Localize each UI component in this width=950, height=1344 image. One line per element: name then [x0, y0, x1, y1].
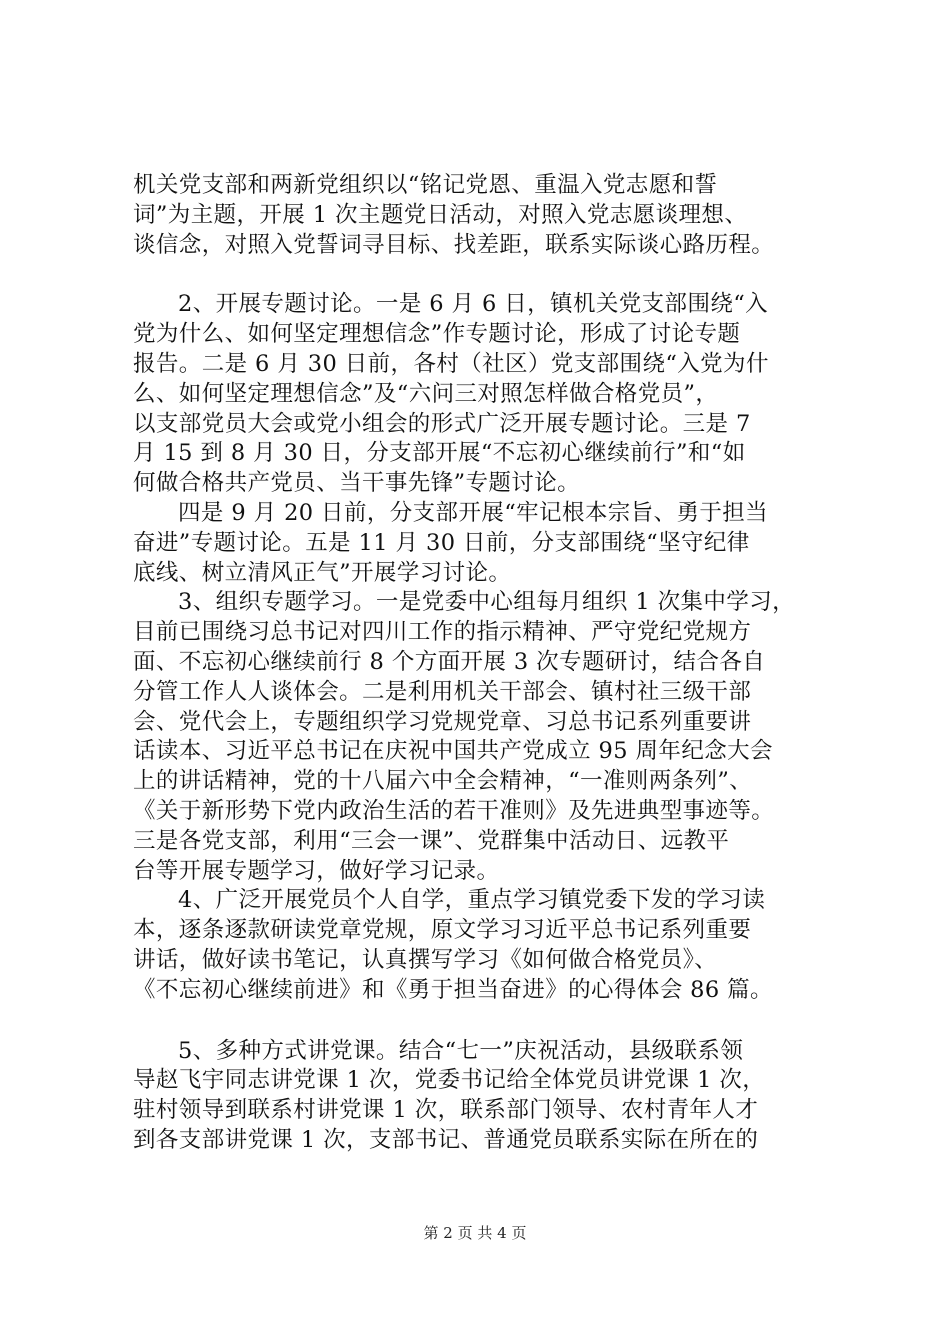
paragraph-topic-discussion: 2、开展专题讨论。一是 6 月 6 日，镇机关党支部围绕“入 党为什么、如何坚定理想信念”作专题讨论，形成了讨论专题 报告。二是 6 月 30 日前，各村（社区）党支部围绕“入党为什 么、如何坚定理想信念”及“六问三对照怎样做合格党员”， 以支部党员大会或党小组会的形式广泛开展专题讨论。三是 7 月 15 到 8 月 30 日，分支部开展“不忘初心继续前行”和“如 何做合格共产党员、当干事先锋”专题讨论。: [133, 291, 769, 497]
paragraph-self-study: 4、广泛开展党员个人自学，重点学习镇党委下发的学习读 本，逐条逐款研读党章党规，原文学习习近平总书记系列重要 讲话，做好读书笔记，认真撰写学习《如何做合格党员》、 《不忘初心继续前进》和《勇于担当奋进》的心得体会 86 篇。: [133, 887, 773, 1003]
paragraph-theme-party-day: 机关党支部和两新党组织以“铭记党恩、重温入党志愿和誓 词”为主题，开展 1 次主题党日活动，对照入党志愿谈理想、 谈信念，对照入党誓词寻目标、找差距，联系实际谈心路历程。: [133, 172, 775, 258]
paragraph-topic-study: 3、组织专题学习。一是党委中心组每月组织 1 次集中学习， 目前已围绕习总书记对四川工作的指示精神、严守党纪党规方 面、不忘初心继续前行 8 个方面开展 3 次专题研讨，结合各自 分管工作人人谈体会。二是利用机关干部会、镇村社三级干部 会、党代会上，专题组织学习党规党章、习总书记系列重要讲 话读本、习近平总书记在庆祝中国共产党成立 95 周年纪念大会 上的讲话精神，党的十八届六中全会精神，“一准则两条列”、 《关于新形势下党内政治生活的若干准则》及先进典型事迹等。 三是各党支部，利用“三会一课”、党群集中活动日、远教平 台等开展专题学习，做好学习记录。: [133, 589, 796, 884]
paragraph-party-lectures: 5、多种方式讲党课。结合“七一”庆祝活动，县级联系领 导赵飞宇同志讲党课 1 次，党委书记给全体党员讲党课 1 次， 驻村领导到联系村讲党课 1 次，联系部门领导、农村青年人才 到各支部讲党课 1 次，支部书记、普通党员联系实际在所在的: [133, 1037, 766, 1153]
document-body: [133, 171, 845, 1156]
page-number-footer: 第 2 页 共 4 页: [423, 1224, 527, 1242]
paragraph-topic-discussion-continued: 四是 9 月 20 日前，分支部开展“牢记根本宗旨、勇于担当 奋进”专题讨论。五是 11 月 30 日前，分支部围绕“坚守纪律 底线、树立清风正气”开展学习讨论。: [133, 499, 769, 586]
